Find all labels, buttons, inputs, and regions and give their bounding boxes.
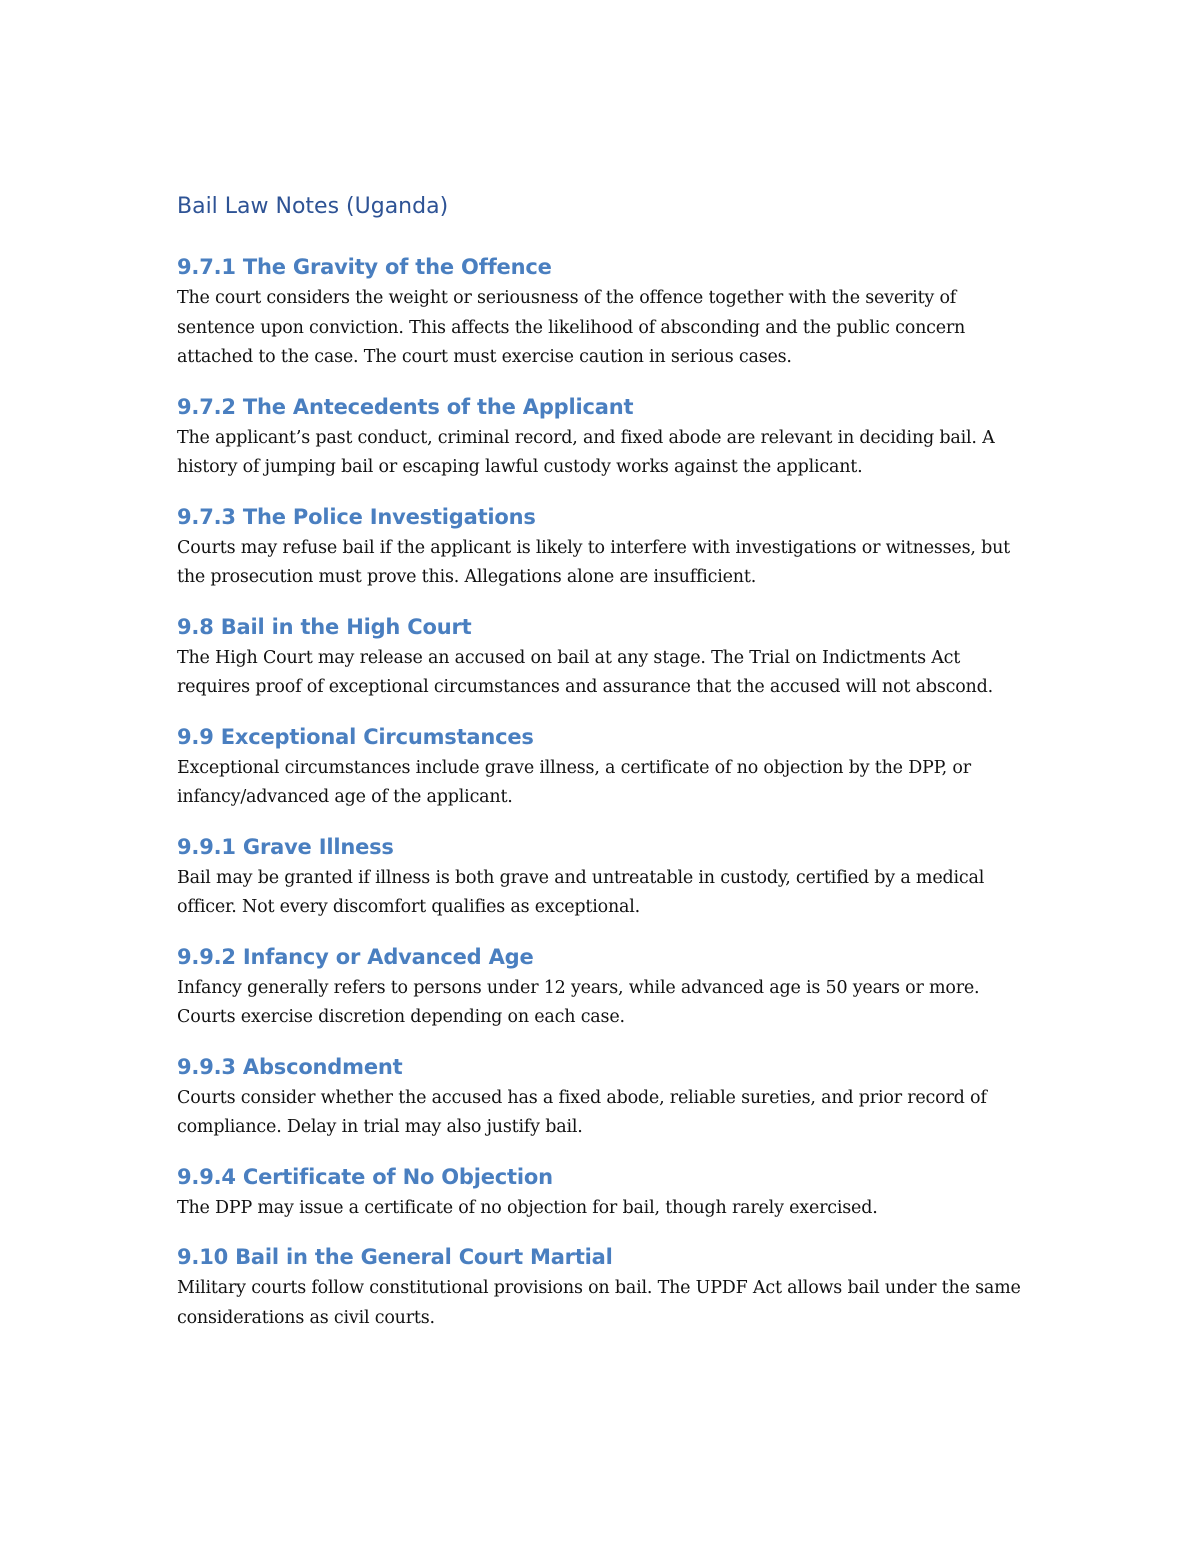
section-body: Exceptional circumstances include grave illness, a certificate of no objection by the DPP, or infancy/advanced age of the applicant. xyxy=(177,757,971,807)
section-abscondment xyxy=(177,1050,1037,1143)
section-antecedents-of-applicant xyxy=(177,390,1037,483)
section-heading: 9.9.2 Infancy or Advanced Age xyxy=(177,944,534,969)
section-police-investigations xyxy=(177,500,1037,593)
section-infancy-advanced-age xyxy=(177,940,1037,1033)
section-body: Bail may be granted if illness is both grave and untreatable in custody, certified by a medical officer. Not every discomfort qualifies as exceptional. xyxy=(177,867,985,917)
section-gravity-of-offence xyxy=(177,250,1037,373)
section-heading: 9.7.3 The Police Investigations xyxy=(177,504,536,529)
section-body: The applicant’s past conduct, criminal record, and fixed abode are relevant in deciding bail. A history of jumping bail or escaping lawful custody works against the applicant. xyxy=(177,427,995,477)
section-heading: 9.8 Bail in the High Court xyxy=(177,614,472,639)
section-body: Military courts follow constitutional provisions on bail. The UPDF Act allows bail under the same considerations as civil courts. xyxy=(177,1278,1021,1328)
section-heading: 9.9.4 Certificate of No Objection xyxy=(177,1164,553,1189)
section-heading: 9.9.3 Abscondment xyxy=(177,1054,403,1079)
section-heading: 9.7.1 The Gravity of the Offence xyxy=(177,255,552,279)
document-title: Bail Law Notes (Uganda) xyxy=(177,194,449,219)
section-body: Infancy generally refers to persons under 12 years, while advanced age is 50 years or more. Courts exercise discretion depending on each case. xyxy=(177,977,980,1027)
section-body: The court considers the weight or seriousness of the offence together with the severity of sentence upon conviction. This affects the likelihood of absconding and the public concern attached to the case. The court must exercise caution in serious cases. xyxy=(177,288,966,367)
section-body: The High Court may release an accused on bail at any stage. The Trial on Indictments Act requires proof of exceptional circumstances and assurance that the accused will not abscond. xyxy=(177,647,993,697)
section-exceptional-circumstances xyxy=(177,720,1037,813)
section-heading: 9.7.2 The Antecedents of the Applicant xyxy=(177,394,634,419)
section-grave-illness xyxy=(177,830,1037,923)
section-heading: 9.9 Exceptional Circumstances xyxy=(177,724,534,749)
document-page xyxy=(177,190,1037,1350)
section-body: Courts consider whether the accused has a fixed abode, reliable sureties, and prior record of compliance. Delay in trial may also justify bail. xyxy=(177,1087,987,1137)
section-body: Courts may refuse bail if the applicant is likely to interfere with investigations or witnesses, but the prosecution must prove this. Allegations alone are insufficient. xyxy=(177,537,1010,587)
section-general-court-martial xyxy=(177,1240,1037,1333)
section-certificate-no-objection xyxy=(177,1160,1037,1224)
section-heading: 9.9.1 Grave Illness xyxy=(177,834,394,859)
section-body: The DPP may issue a certificate of no objection for bail, though rarely exercised. xyxy=(177,1197,878,1218)
section-heading: 9.10 Bail in the General Court Martial xyxy=(177,1245,613,1269)
section-bail-high-court xyxy=(177,610,1037,703)
